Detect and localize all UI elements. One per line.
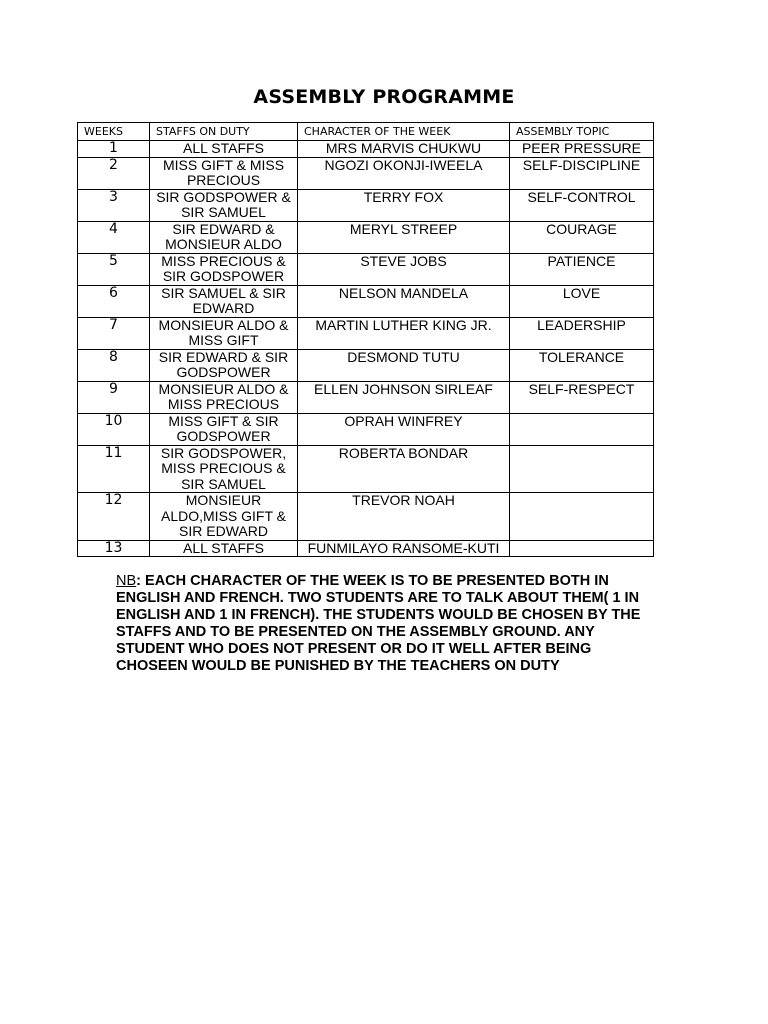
character-cell: TERRY FOX <box>298 189 510 221</box>
topic-cell <box>510 540 654 557</box>
staff-cell: ALL STAFFS <box>150 141 298 158</box>
header-character-of-the-week: CHARACTER OF THE WEEK <box>298 123 510 141</box>
week-cell: 12 <box>78 493 150 541</box>
staff-cell: SIR GODSPOWER & SIR SAMUEL <box>150 189 298 221</box>
topic-cell: SELF-RESPECT <box>510 381 654 413</box>
table-row <box>78 349 654 381</box>
topic-cell <box>510 413 654 445</box>
character-cell: STEVE JOBS <box>298 253 510 285</box>
staff-cell: MONSIEUR ALDO,MISS GIFT & SIR EDWARD <box>150 493 298 541</box>
staff-cell: SIR EDWARD & SIR GODSPOWER <box>150 349 298 381</box>
topic-cell: SELF-DISCIPLINE <box>510 157 654 189</box>
table-row <box>78 540 654 557</box>
table-row <box>78 445 654 493</box>
table-row <box>78 141 654 158</box>
character-cell: FUNMILAYO RANSOME-KUTI <box>298 540 510 557</box>
staff-cell: SIR SAMUEL & SIR EDWARD <box>150 285 298 317</box>
staff-cell: SIR GODSPOWER, MISS PRECIOUS & SIR SAMUEL <box>150 445 298 493</box>
topic-cell: COURAGE <box>510 221 654 253</box>
week-cell: 11 <box>78 445 150 493</box>
character-cell: MERYL STREEP <box>298 221 510 253</box>
staff-cell: MISS GIFT & MISS PRECIOUS <box>150 157 298 189</box>
character-cell: ELLEN JOHNSON SIRLEAF <box>298 381 510 413</box>
topic-cell <box>510 493 654 541</box>
topic-cell: TOLERANCE <box>510 349 654 381</box>
table-row <box>78 157 654 189</box>
topic-cell: LOVE <box>510 285 654 317</box>
staff-cell: SIR EDWARD & MONSIEUR ALDO <box>150 221 298 253</box>
topic-cell: SELF-CONTROL <box>510 189 654 221</box>
topic-cell: PATIENCE <box>510 253 654 285</box>
note-text: EACH CHARACTER OF THE WEEK IS TO BE PRESENTED BOTH IN ENGLISH AND FRENCH. TWO STUDENTS ARE TO TALK ABOUT THEM( 1 IN ENGLISH AND 1 IN FRENCH). THE STUDENTS WOULD BE CHOSEN BY THE STAFFS AND TO BE PRESENTED ON THE ASSEMBLY GROUND. ANY STUDENT WHO DOES NOT PRESENT OR DO IT WELL AFTER BEING CHOSEEN WOULD BE PUNISHED BY THE TEACHERS ON DUTY <box>116 573 641 674</box>
note-separator: : <box>136 573 141 589</box>
table-row <box>78 221 654 253</box>
character-cell: MARTIN LUTHER KING JR. <box>298 317 510 349</box>
character-cell: ROBERTA BONDAR <box>298 445 510 493</box>
week-cell: 3 <box>78 189 150 221</box>
character-cell: MRS MARVIS CHUKWU <box>298 141 510 158</box>
header-weeks: WEEKS <box>78 123 150 141</box>
character-cell: OPRAH WINFREY <box>298 413 510 445</box>
header-staffs-on-duty: STAFFS ON DUTY <box>150 123 298 141</box>
table-row <box>78 413 654 445</box>
character-cell: DESMOND TUTU <box>298 349 510 381</box>
week-cell: 7 <box>78 317 150 349</box>
character-cell: NELSON MANDELA <box>298 285 510 317</box>
topic-cell: PEER PRESSURE <box>510 141 654 158</box>
staff-cell: ALL STAFFS <box>150 540 298 557</box>
table-row <box>78 285 654 317</box>
header-assembly-topic: ASSEMBLY TOPIC <box>510 123 654 141</box>
week-cell: 6 <box>78 285 150 317</box>
week-cell: 4 <box>78 221 150 253</box>
table-row <box>78 253 654 285</box>
week-cell: 2 <box>78 157 150 189</box>
table-row <box>78 493 654 541</box>
note-label: NB <box>116 573 137 589</box>
week-cell: 1 <box>78 141 150 158</box>
week-cell: 9 <box>78 381 150 413</box>
character-cell: NGOZI OKONJI-IWEELA <box>298 157 510 189</box>
staff-cell: MISS GIFT & SIR GODSPOWER <box>150 413 298 445</box>
topic-cell <box>510 445 654 493</box>
topic-cell: LEADERSHIP <box>510 317 654 349</box>
assembly-table <box>77 122 654 557</box>
staff-cell: MONSIEUR ALDO & MISS PRECIOUS <box>150 381 298 413</box>
table-row <box>78 189 654 221</box>
week-cell: 13 <box>78 540 150 557</box>
staff-cell: MISS PRECIOUS & SIR GODSPOWER <box>150 253 298 285</box>
week-cell: 8 <box>78 349 150 381</box>
note-paragraph <box>116 573 656 675</box>
staff-cell: MONSIEUR ALDO & MISS GIFT <box>150 317 298 349</box>
table-row <box>78 381 654 413</box>
week-cell: 10 <box>78 413 150 445</box>
page-title: ASSEMBLY PROGRAMME <box>253 86 515 108</box>
table-header-row <box>78 123 654 141</box>
week-cell: 5 <box>78 253 150 285</box>
character-cell: TREVOR NOAH <box>298 493 510 541</box>
table-body <box>78 141 654 557</box>
table-row <box>78 317 654 349</box>
